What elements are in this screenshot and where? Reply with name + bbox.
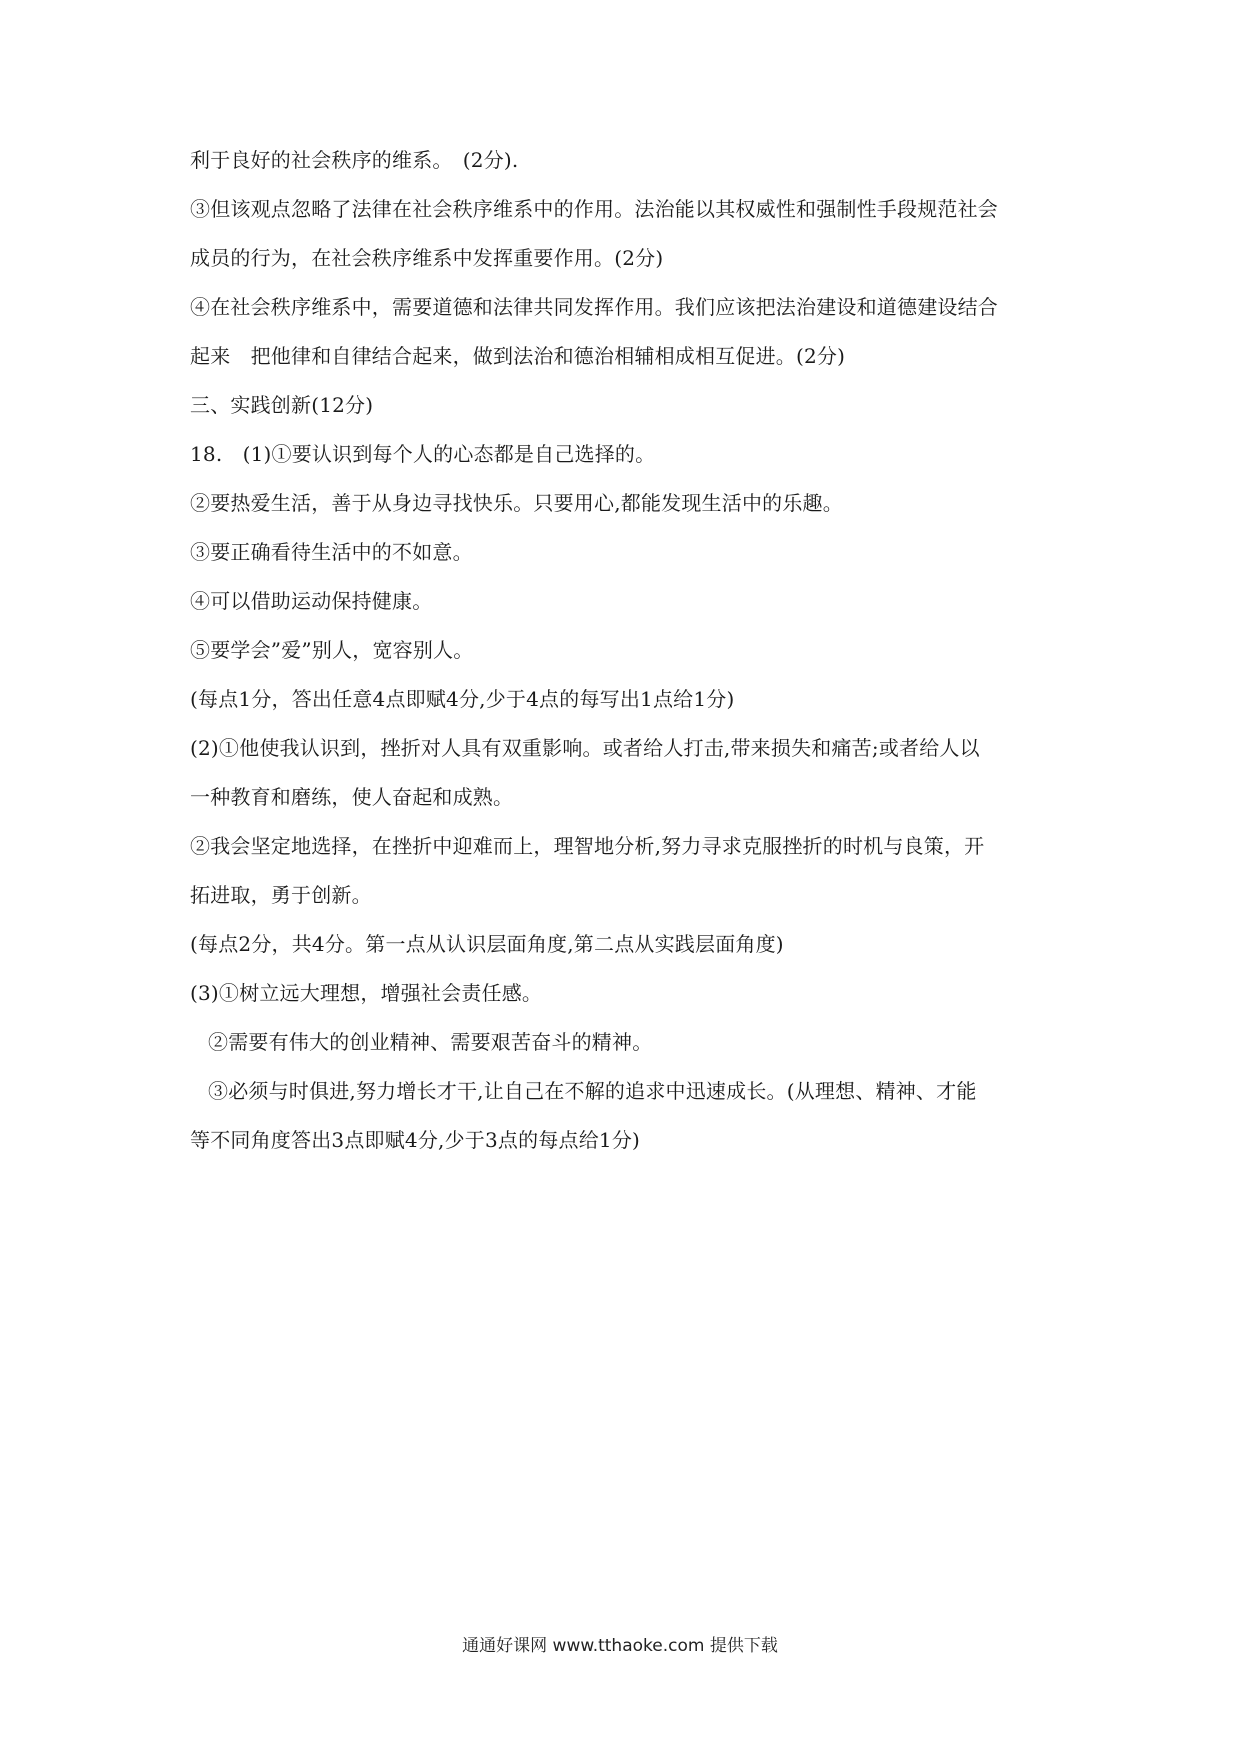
text-line: (3)①树立远大理想，增强社会责任感。: [190, 981, 543, 1005]
section-heading: 三、实践创新(12分): [190, 393, 374, 417]
scoring-note: (每点2分，共4分。第一点从认识层面角度,第二点从实践层面角度): [190, 932, 784, 956]
text-line: ④可以借助运动保持健康。: [190, 589, 433, 613]
text-line: 成员的行为，在社会秩序维系中发挥重要作用。(2分): [190, 246, 664, 270]
text-line: 一种教育和磨练，使人奋起和成熟。: [190, 785, 514, 809]
text-line: (2)①他使我认识到，挫折对人具有双重影响。或者给人打击,带来损失和痛苦;或者给人以: [190, 736, 980, 760]
text-line: ③但该观点忽略了法律在社会秩序维系中的作用。法治能以其权威性和强制性手段规范社会: [190, 197, 998, 221]
text-line: 利于良好的社会秩序的维系。 (2分).: [190, 148, 519, 172]
text-line: 拓进取，勇于创新。: [190, 883, 372, 907]
text-line: ③要正确看待生活中的不如意。: [190, 540, 473, 564]
text-line: ②我会坚定地选择，在挫折中迎难而上，理智地分析,努力寻求克服挫折的时机与良策，开: [190, 834, 985, 858]
text-line: 等不同角度答出3点即赋4分,少于3点的每点给1分): [190, 1128, 641, 1152]
text-line: ②需要有伟大的创业精神、需要艰苦奋斗的精神。: [208, 1030, 653, 1054]
text-line: 起来 把他律和自律结合起来，做到法治和德治相辅相成相互促进。(2分): [190, 344, 846, 368]
scoring-note: (每点1分，答出任意4点即赋4分,少于4点的每写出1点给1分): [190, 687, 735, 711]
text-line: ②要热爱生活，善于从身边寻找快乐。只要用心,都能发现生活中的乐趣。: [190, 491, 843, 515]
question-line: 18. (1)①要认识到每个人的心态都是自己选择的。: [190, 442, 656, 466]
page-footer: 通通好课网 www.tthaoke.com 提供下载: [462, 1636, 778, 1656]
text-line: ④在社会秩序维系中，需要道德和法律共同发挥作用。我们应该把法治建设和道德建设结合: [190, 295, 998, 319]
text-line: ⑤要学会”爱”别人，宽容别人。: [190, 638, 474, 662]
text-line: ③必须与时俱进,努力增长才干,让自己在不解的追求中迅速成长。(从理想、精神、才能: [208, 1079, 977, 1103]
